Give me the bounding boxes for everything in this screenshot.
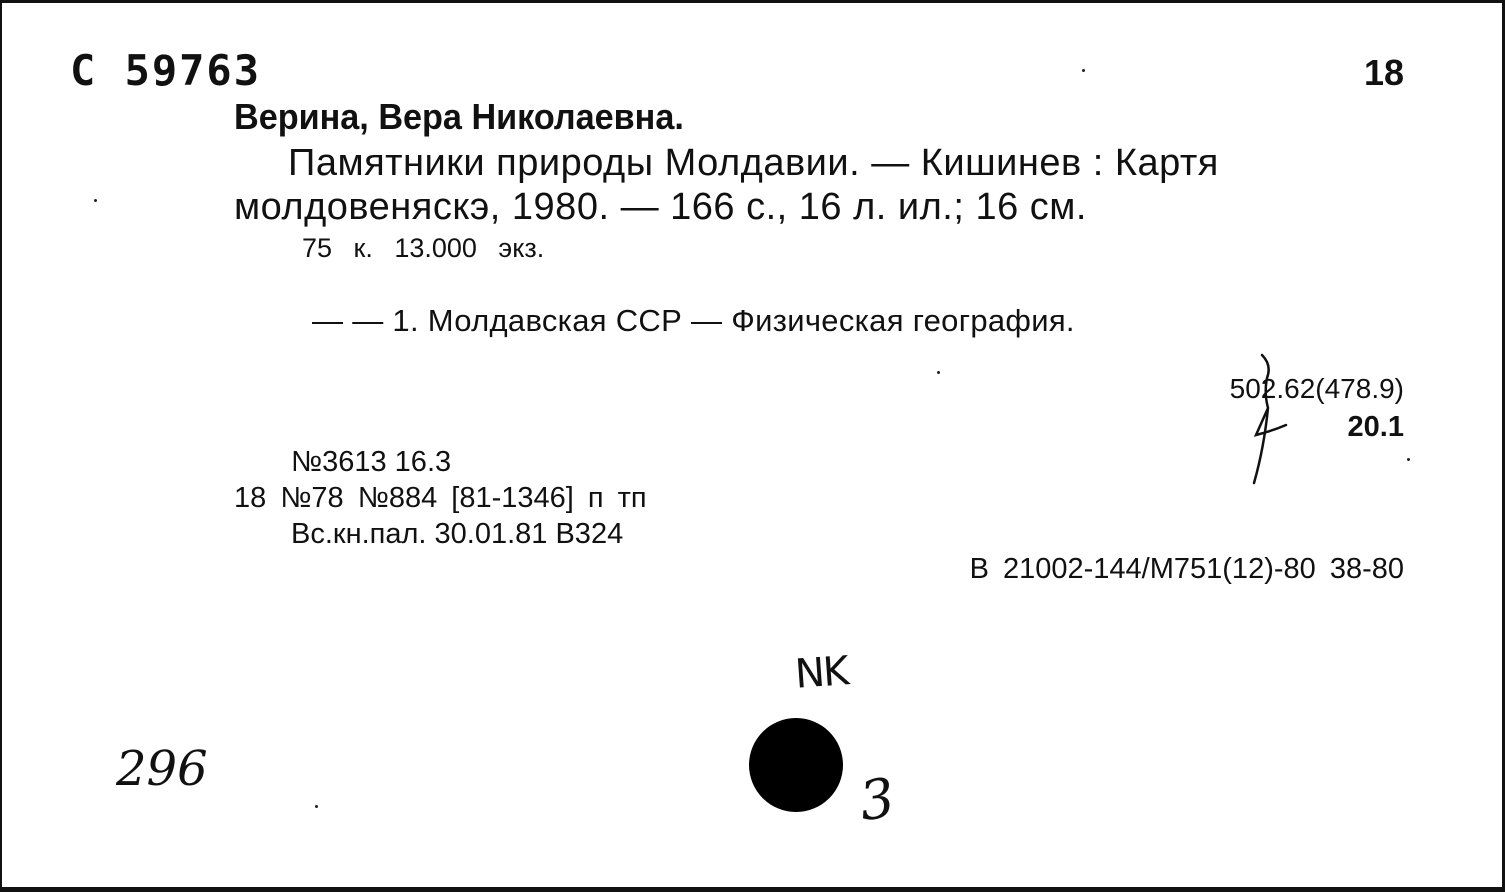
registration-line-1: №3613 16.3 xyxy=(291,446,452,478)
title-line-1: Памятники природы Молдавии. — Кишинев : Картя xyxy=(288,142,1219,184)
price-and-print-run: 75 к. 13.000 экз. xyxy=(302,233,545,263)
series-code: В 21002-144/М751(12)-80 38-80 xyxy=(969,553,1404,585)
handwritten-inventory-number: 296 xyxy=(116,741,208,797)
speck xyxy=(1407,458,1410,461)
classification-index: 502.62(478.9) xyxy=(1229,373,1404,404)
author-heading: Верина, Вера Николаевна. xyxy=(234,96,684,137)
call-number: С 59763 xyxy=(70,46,262,95)
speck xyxy=(94,199,97,202)
title-line-2: молдовеняскэ, 1980. — 166 с., 16 л. ил.; 16 см. xyxy=(234,186,1087,228)
subject-heading: — — 1. Молдавская ССР — Физическая география. xyxy=(312,303,1075,338)
filled-circle-stamp-icon xyxy=(749,718,843,812)
classification-subindex: 20.1 xyxy=(1347,411,1404,443)
speck xyxy=(1082,69,1085,72)
card-number: 18 xyxy=(1363,52,1404,93)
registration-line-3: Вс.кн.пал. 30.01.81 В324 xyxy=(291,518,624,550)
handwritten-copies: 3 xyxy=(855,765,899,834)
pen-mark-icon xyxy=(1242,353,1292,488)
handwritten-initials: NK xyxy=(793,648,849,698)
speck xyxy=(937,371,940,374)
speck xyxy=(315,805,318,808)
registration-line-2: 18 №78 №884 [81-1346] п тп xyxy=(234,482,647,514)
